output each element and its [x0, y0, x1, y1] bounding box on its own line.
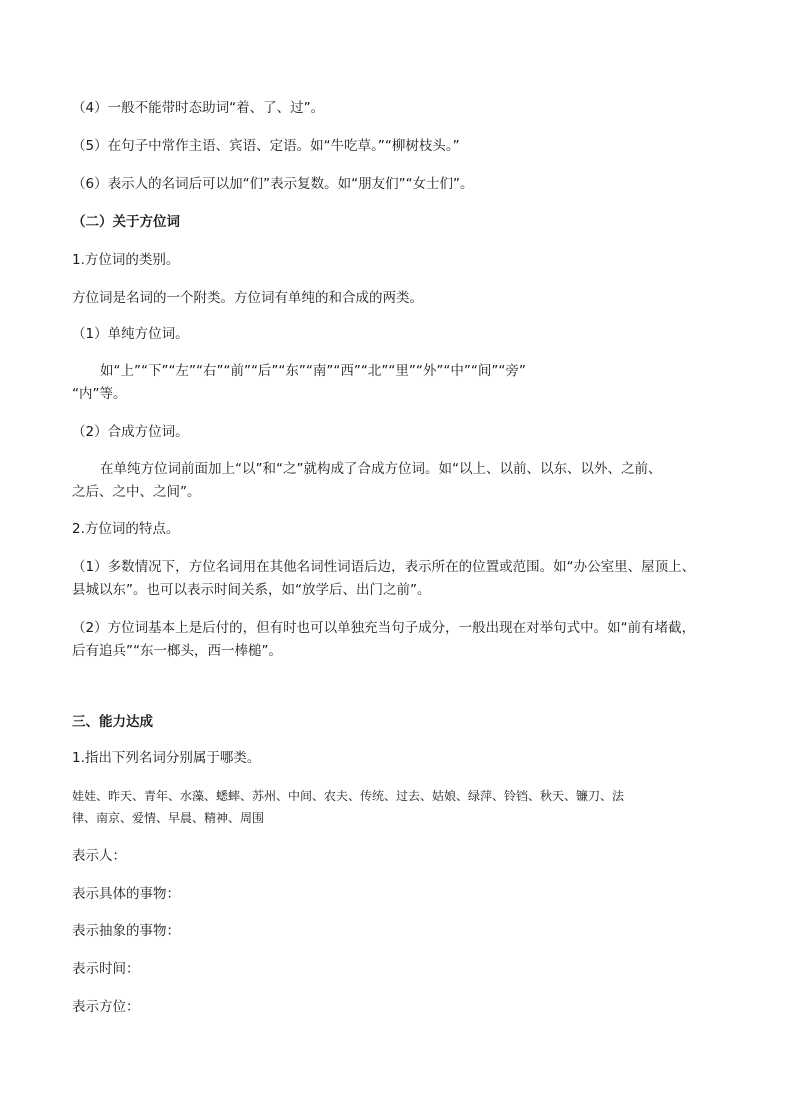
- simple-locative-examples: 如“上”“下”“左”“右”“前”“后”“东”“南”“西”“北”“里”“外”“中”“间”“旁”: [100, 363, 526, 379]
- compound-locative-desc-cont: 之后、之中、之间”。: [72, 484, 201, 500]
- category-concrete: 表示具体的事物：: [72, 886, 180, 902]
- locative-heading: （二）关于方位词: [72, 214, 180, 230]
- noun-feature-4: （4）一般不能带时态助词“着、了、过”。: [72, 100, 325, 116]
- category-direction: 表示方位：: [72, 999, 140, 1015]
- ability-heading: 三、能力达成: [72, 714, 153, 730]
- locative-feature-2: （2）方位词基本上是后付的，但有时也可以单独充当句子成分，一般出现在对举句式中。如“前有堵截，: [72, 620, 696, 636]
- ability-task-title: 1.指出下列名词分别属于哪类。: [72, 750, 261, 766]
- locative-types-title: 1.方位词的类别。: [72, 252, 180, 268]
- noun-word-list-cont: 律、南京、爱情、早晨、精神、周围: [72, 811, 265, 825]
- locative-feature-1-cont: 县城以东”。也可以表示时间关系，如“放学后、出门之前”。: [72, 582, 431, 598]
- compound-locative-title: （2）合成方位词。: [72, 424, 189, 440]
- locative-feature-2-cont: 后有追兵”“东一榔头，西一棒槌”。: [72, 643, 282, 659]
- noun-word-list: 娃娃、昨天、青年、水藻、蟋蟀、苏州、中间、农夫、传统、过去、姑娘、绿萍、铃铛、秋天、镰刀、法: [72, 789, 625, 803]
- noun-feature-5: （5）在句子中常作主语、宾语、定语。如“牛吃草。”“柳树枝头。”: [72, 138, 460, 154]
- locative-feature-1: （1）多数情况下，方位名词用在其他名词性词语后边，表示所在的位置或范围。如“办公室里、屋顶上、: [72, 559, 696, 575]
- simple-locative-examples-cont: “内”等。: [72, 386, 127, 402]
- noun-feature-6: （6）表示人的名词后可以加“们”表示复数。如“朋友们”“女士们”。: [72, 176, 474, 192]
- category-people: 表示人：: [72, 848, 126, 864]
- compound-locative-desc: 在单纯方位词前面加上“以”和“之”就构成了合成方位词。如“以上、以前、以东、以外、之前、: [100, 461, 662, 477]
- locative-features-title: 2.方位词的特点。: [72, 521, 180, 537]
- locative-intro: 方位词是名词的一个附类。方位词有单纯的和合成的两类。: [72, 290, 423, 306]
- category-time: 表示时间：: [72, 961, 140, 977]
- simple-locative-title: （1）单纯方位词。: [72, 326, 189, 342]
- category-abstract: 表示抽象的事物：: [72, 923, 180, 939]
